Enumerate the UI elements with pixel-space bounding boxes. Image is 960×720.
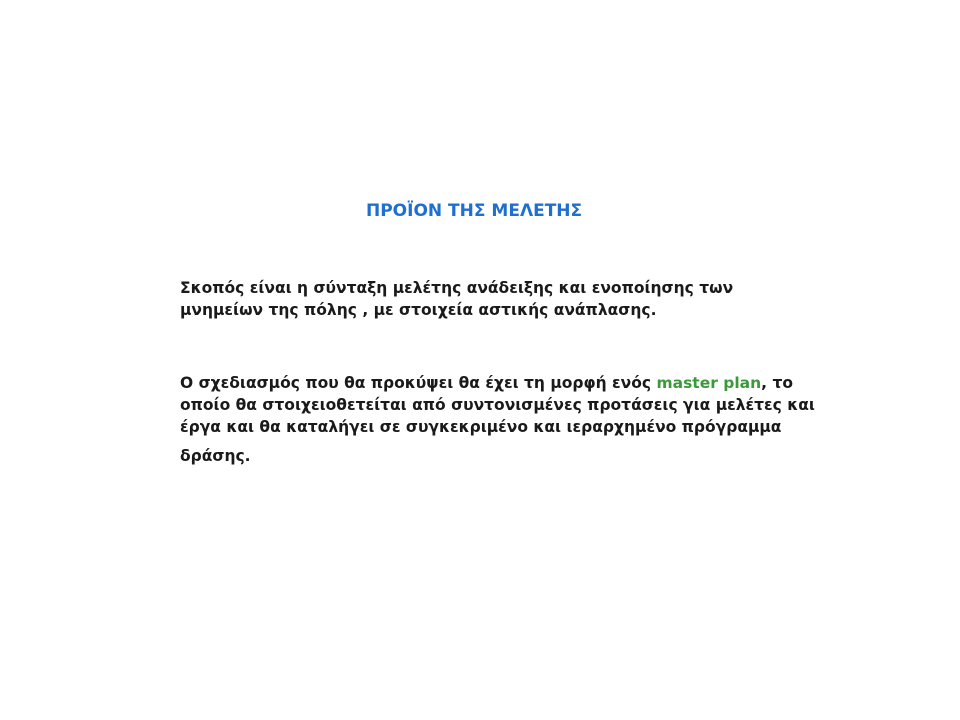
- paragraph-line: μνημείων της πόλης , με στοιχεία αστικής ανάπλασης.: [180, 301, 657, 319]
- line-text-before: Ο σχεδιασμός που θα προκύψει θα έχει τη μορφή ενός: [180, 374, 657, 392]
- master-plan-highlight: master plan: [656, 374, 762, 392]
- paragraph-line: δράσης.: [180, 447, 251, 465]
- slide-title: ΠΡΟΪΟΝ ΤΗΣ ΜΕΛΕΤΗΣ: [366, 201, 583, 221]
- paragraph-purpose: [180, 277, 733, 321]
- paragraph-line: οποίο θα στοιχειοθετείται από συντονισμένες προτάσεις για μελέτες και: [180, 396, 815, 414]
- paragraph-line: Σκοπός είναι η σύνταξη μελέτης ανάδειξης και ενοποίησης των: [180, 279, 734, 297]
- paragraph-master-plan: [180, 372, 815, 467]
- line-text-after: , το: [761, 374, 793, 392]
- paragraph-line: έργα και θα καταλήγει σε συγκεκριμένο και ιεραρχημένο πρόγραμμα: [180, 418, 782, 436]
- paragraph-line: [180, 372, 815, 394]
